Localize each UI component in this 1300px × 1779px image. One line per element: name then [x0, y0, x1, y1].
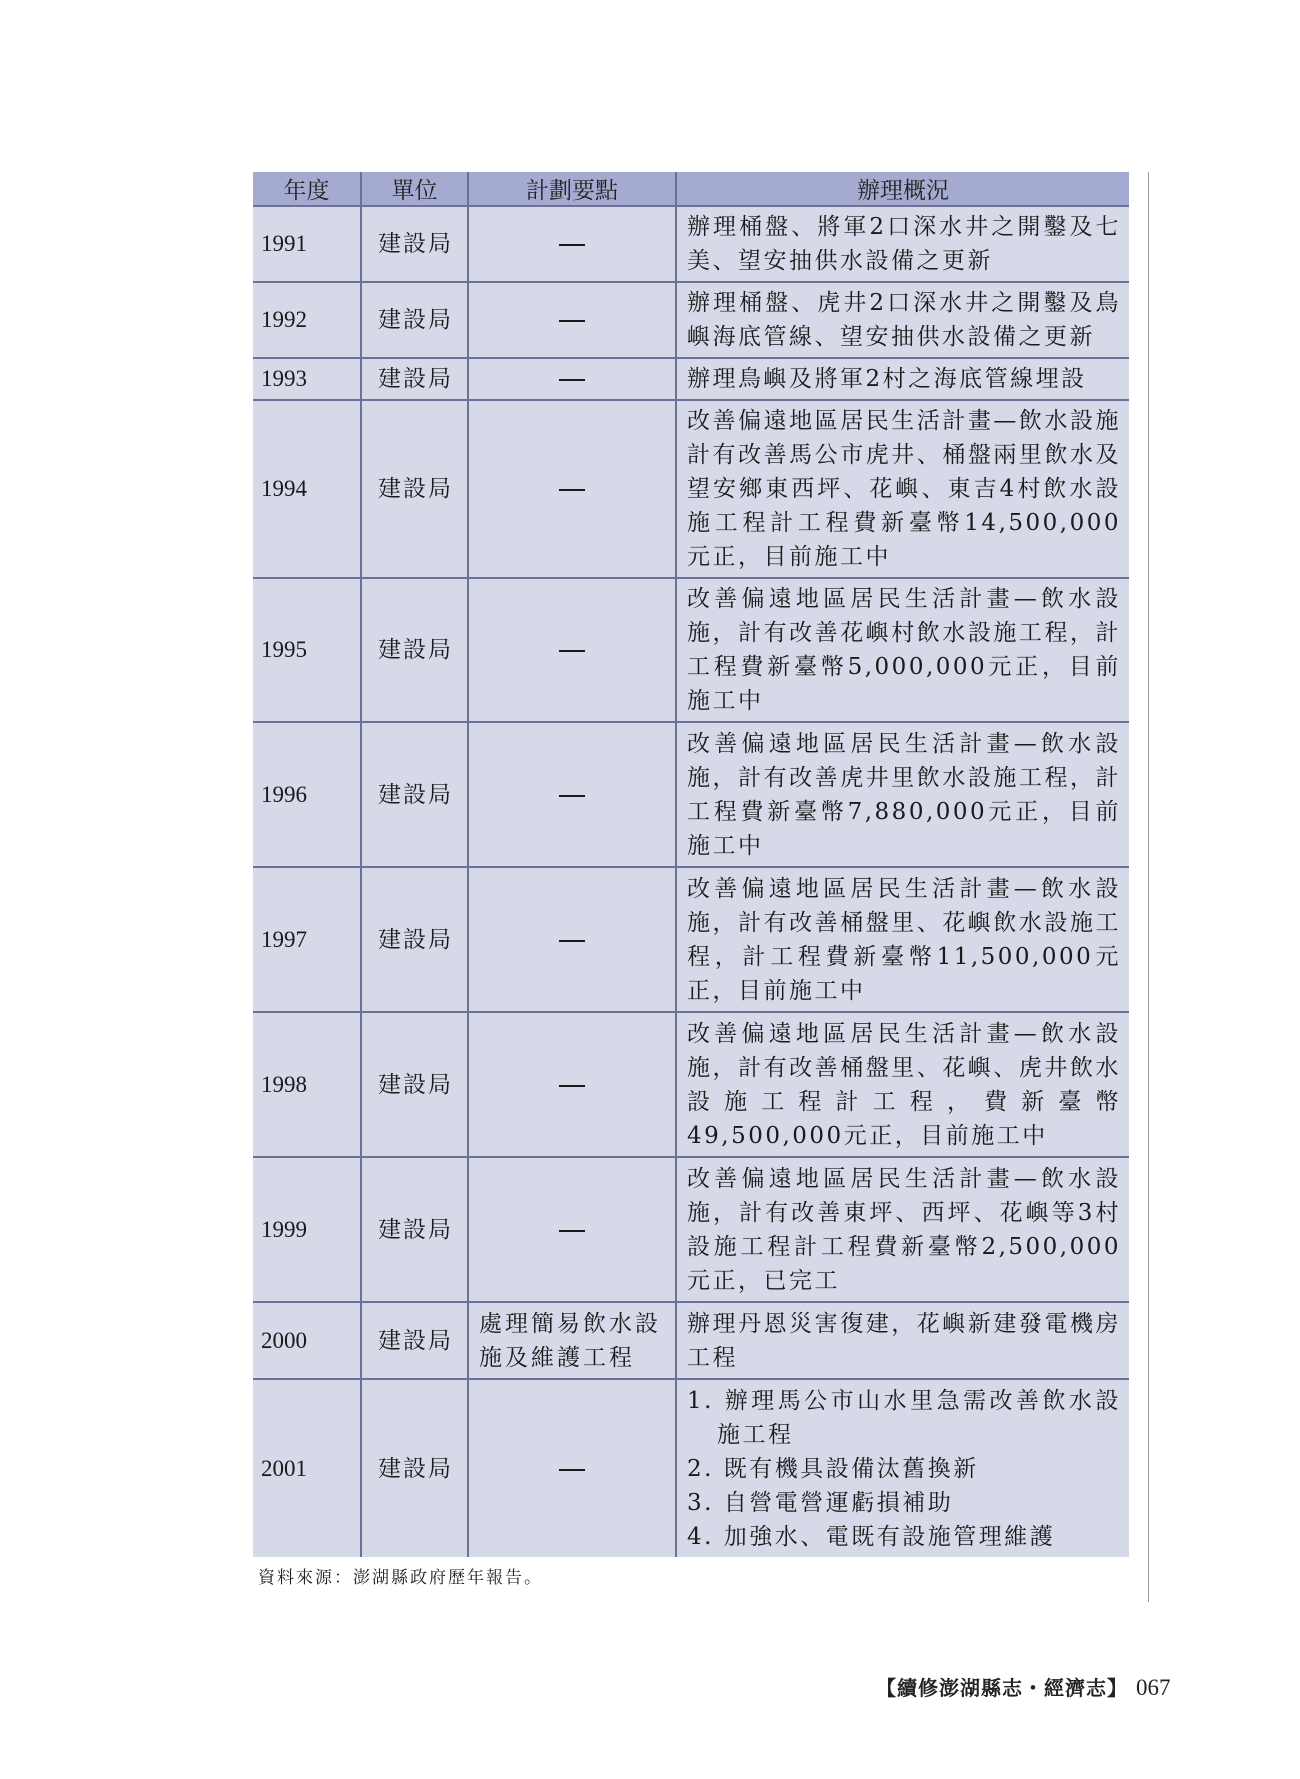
dash-mark — [559, 1469, 585, 1471]
summary-cell: 辦理丹恩災害復建，花嶼新建發電機房工程 — [676, 1302, 1129, 1379]
year-cell: 1992 — [253, 282, 361, 358]
unit-cell: 建設局 — [361, 867, 468, 1012]
summary-list-item: 4. 加強水、電既有設施管理維護 — [687, 1523, 1056, 1550]
table-row — [253, 282, 1129, 358]
dash-mark — [559, 379, 585, 381]
plan-cell — [468, 578, 676, 722]
table-row — [253, 1157, 1129, 1302]
unit-cell: 建設局 — [361, 1302, 468, 1379]
table-row — [253, 578, 1129, 722]
summary-list-item: 3. 自營電營運虧損補助 — [687, 1489, 954, 1516]
book-title: 【續修澎湖縣志・經濟志】 — [876, 1676, 1128, 1700]
plan-cell — [468, 1012, 676, 1157]
source-note: 資料來源：澎湖縣政府歷年報告。 — [258, 1568, 543, 1588]
header-unit: 單位 — [361, 172, 468, 206]
year-cell: 2001 — [261, 1455, 307, 1481]
header-summary: 辦理概況 — [676, 172, 1129, 206]
table-row — [253, 867, 1129, 1012]
plan-cell — [468, 722, 676, 867]
unit-cell: 建設局 — [361, 358, 468, 400]
summary-cell — [676, 1379, 1129, 1557]
header-row — [253, 172, 1129, 206]
summary-cell: 改善偏遠地區居民生活計畫—飲水設施，計有改善桶盤里、花嶼、虎井飲水設施工程計工程，費新臺幣49,500,000元正，目前施工中 — [676, 1012, 1129, 1157]
plan-cell — [468, 1379, 676, 1557]
summary-cell: 改善偏遠地區居民生活計畫—飲水設施，計有改善東坪、西坪、花嶼等3村設施工程計工程費新臺幣2,500,000元正，已完工 — [676, 1157, 1129, 1302]
table-header — [253, 172, 1129, 206]
unit-cell: 建設局 — [361, 400, 468, 578]
unit-cell: 建設局 — [361, 206, 468, 282]
table-body — [253, 206, 1129, 1557]
year-cell: 1998 — [253, 1012, 361, 1157]
plan-cell — [468, 400, 676, 578]
summary-list — [687, 1384, 1121, 1554]
year-cell: 1996 — [253, 722, 361, 867]
dash-mark — [559, 940, 585, 942]
plan-cell — [468, 358, 676, 400]
year-cell: 1995 — [253, 578, 361, 722]
summary-cell: 改善偏遠地區居民生活計畫—飲水設施計有改善馬公市虎井、桶盤兩里飲水及望安鄉東西坪、花嶼、東吉4村飲水設施工程計工程費新臺幣14,500,000元正，目前施工中 — [676, 400, 1129, 578]
header-plan: 計劃要點 — [468, 172, 676, 206]
dash-mark — [559, 320, 585, 322]
unit-cell: 建設局 — [361, 578, 468, 722]
plan-cell — [468, 867, 676, 1012]
dash-mark — [559, 244, 585, 246]
summary-cell: 辦理桶盤、虎井2口深水井之開鑿及鳥嶼海底管線、望安抽供水設備之更新 — [676, 282, 1129, 358]
summary-cell: 改善偏遠地區居民生活計畫—飲水設施，計有改善虎井里飲水設施工程，計工程費新臺幣7,880,000元正，目前施工中 — [676, 722, 1129, 867]
water-projects-table — [253, 172, 1129, 1557]
header-year: 年度 — [253, 172, 361, 206]
page-footer — [876, 1672, 1171, 1701]
table-row — [253, 1012, 1129, 1157]
table-row — [253, 1379, 1129, 1557]
unit-cell: 建設局 — [361, 722, 468, 867]
table-row — [253, 358, 1129, 400]
unit-cell: 建設局 — [361, 1379, 468, 1557]
unit-cell: 建設局 — [361, 1012, 468, 1157]
dash-mark — [559, 1230, 585, 1232]
summary-list-item: 2. 既有機具設備汰舊換新 — [687, 1455, 979, 1482]
summary-cell: 改善偏遠地區居民生活計畫—飲水設施，計有改善桶盤里、花嶼飲水設施工程，計工程費新臺幣11,500,000元正，目前施工中 — [676, 867, 1129, 1012]
year-cell: 2000 — [253, 1302, 361, 1379]
year-cell: 1993 — [253, 358, 361, 400]
plan-cell — [468, 282, 676, 358]
year-cell: 1999 — [253, 1157, 361, 1302]
summary-cell: 辦理鳥嶼及將軍2村之海底管線埋設 — [676, 358, 1129, 400]
dash-mark — [559, 489, 585, 491]
plan-cell — [468, 206, 676, 282]
year-cell: 1994 — [253, 400, 361, 578]
plan-cell: 處理簡易飲水設施及維護工程 — [468, 1302, 676, 1379]
year-cell: 1997 — [253, 867, 361, 1012]
year-cell: 1991 — [253, 206, 361, 282]
page-number: 067 — [1136, 1675, 1171, 1700]
dash-mark — [559, 1085, 585, 1087]
unit-cell: 建設局 — [361, 1157, 468, 1302]
dash-mark — [559, 650, 585, 652]
plan-cell — [468, 1157, 676, 1302]
margin-rule — [1148, 172, 1149, 1602]
table-row — [253, 722, 1129, 867]
table-row — [253, 1302, 1129, 1379]
summary-list-item: 1. 辦理馬公市山水里急需改善飲水設施工程 — [687, 1387, 1121, 1448]
dash-mark — [559, 795, 585, 797]
unit-cell: 建設局 — [361, 282, 468, 358]
table-row — [253, 206, 1129, 282]
summary-cell: 辦理桶盤、將軍2口深水井之開鑿及七美、望安抽供水設備之更新 — [676, 206, 1129, 282]
table-row — [253, 400, 1129, 578]
summary-cell: 改善偏遠地區居民生活計畫—飲水設施，計有改善花嶼村飲水設施工程，計工程費新臺幣5,000,000元正，目前施工中 — [676, 578, 1129, 722]
